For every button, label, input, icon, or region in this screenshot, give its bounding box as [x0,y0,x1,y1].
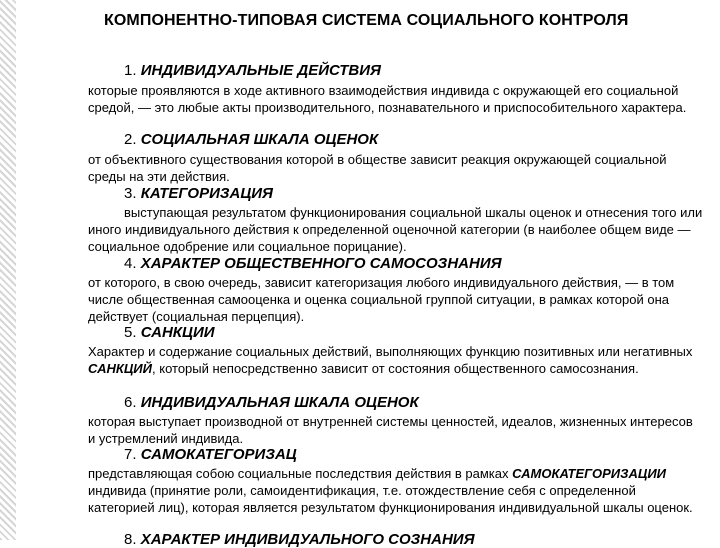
decorative-stripe [0,0,16,540]
section-4-title: ХАРАКТЕР ОБЩЕСТВЕННОГО САМОСОЗНАНИЯ [140,255,502,272]
section-2-text: от объективного существования которой в обществе зависит реакция окружающей социальной среды на эти действия. [88,152,667,184]
section-6-number: 6. [124,394,137,411]
section-7-text-b: индивида (принятие роли, самоидентификация, т.е. отождествление себя с определенной категорией лиц), которая является результатом функционирования индивидуальной шкалы оценок. [88,483,693,515]
section-3-number: 3. [124,185,137,202]
section-7-heading [124,446,297,463]
section-2-heading [124,131,378,148]
section-7-text-emphasis: САМОКАТЕГОРИЗАЦИИ [512,466,667,481]
section-3-text: выступающая результатом функционирования социальной шкалы оценок и отнесения того или иного индивидуального действия к определенной оценочной категории (в наиболее общем виде — социальное одобрение или социальное порицание). [88,205,703,254]
section-1-number: 1. [124,62,137,79]
section-3-heading [124,185,273,202]
section-1-title: ИНДИВИДУАЛЬНЫЕ ДЕЙСТВИЯ [140,62,381,79]
section-7-number: 7. [124,446,137,463]
section-5-text-emphasis: САНКЦИЙ [88,361,153,376]
section-5-text [88,343,703,377]
section-7-text-a: представляющая собою социальные последствия действия в рамках [88,466,513,481]
section-8-number: 8. [124,531,137,548]
page-title: КОМПОНЕНТНО-ТИПОВАЯ СИСТЕМА СОЦИАЛЬНОГО КОНТРОЛЯ [104,12,629,29]
section-5-heading [124,324,215,341]
section-8-title: ХАРАКТЕР ИНДИВИДУАЛЬНОГО СОЗНАНИЯ [140,531,475,548]
section-1-heading [124,62,381,79]
section-2-title: СОЦИАЛЬНАЯ ШКАЛА ОЦЕНОК [140,131,379,148]
section-5-text-a: Характер и содержание социальных действий, выполняющих функцию позитивных или негативных [88,344,693,359]
section-6-heading [124,394,419,411]
section-2-number: 2. [124,131,137,148]
section-1-text: которые проявляются в ходе активного взаимодействия индивида с окружающей его социальной средой, — это любые акты производительного, познавательного и приспособительного характера. [88,83,687,115]
section-4-text: от которого, в свою очередь, зависит категоризация любого индивидуального действия, — в том числе общественная самооценка и оценка социальной группой ситуации, в рамках которой она действует (социальная перцепция). [88,275,675,324]
section-5-number: 5. [124,324,137,341]
section-4-number: 4. [124,255,137,272]
section-5-text-b: , который непосредственно зависит от состояния общественного самосознания. [152,361,639,376]
section-3-title: КАТЕГОРИЗАЦИЯ [140,185,273,202]
section-6-text: которая выступает производной от внутренней системы ценностей, идеалов, жизненных интересов и устремлений индивида. [88,414,693,446]
section-6-title: ИНДИВИДУАЛЬНАЯ ШКАЛА ОЦЕНОК [140,394,419,411]
section-7-title: САМОКАТЕГОРИЗАЦ [140,446,297,463]
section-4-heading [124,255,502,272]
section-5-title: САНКЦИИ [140,324,215,341]
section-7-text [88,465,703,516]
